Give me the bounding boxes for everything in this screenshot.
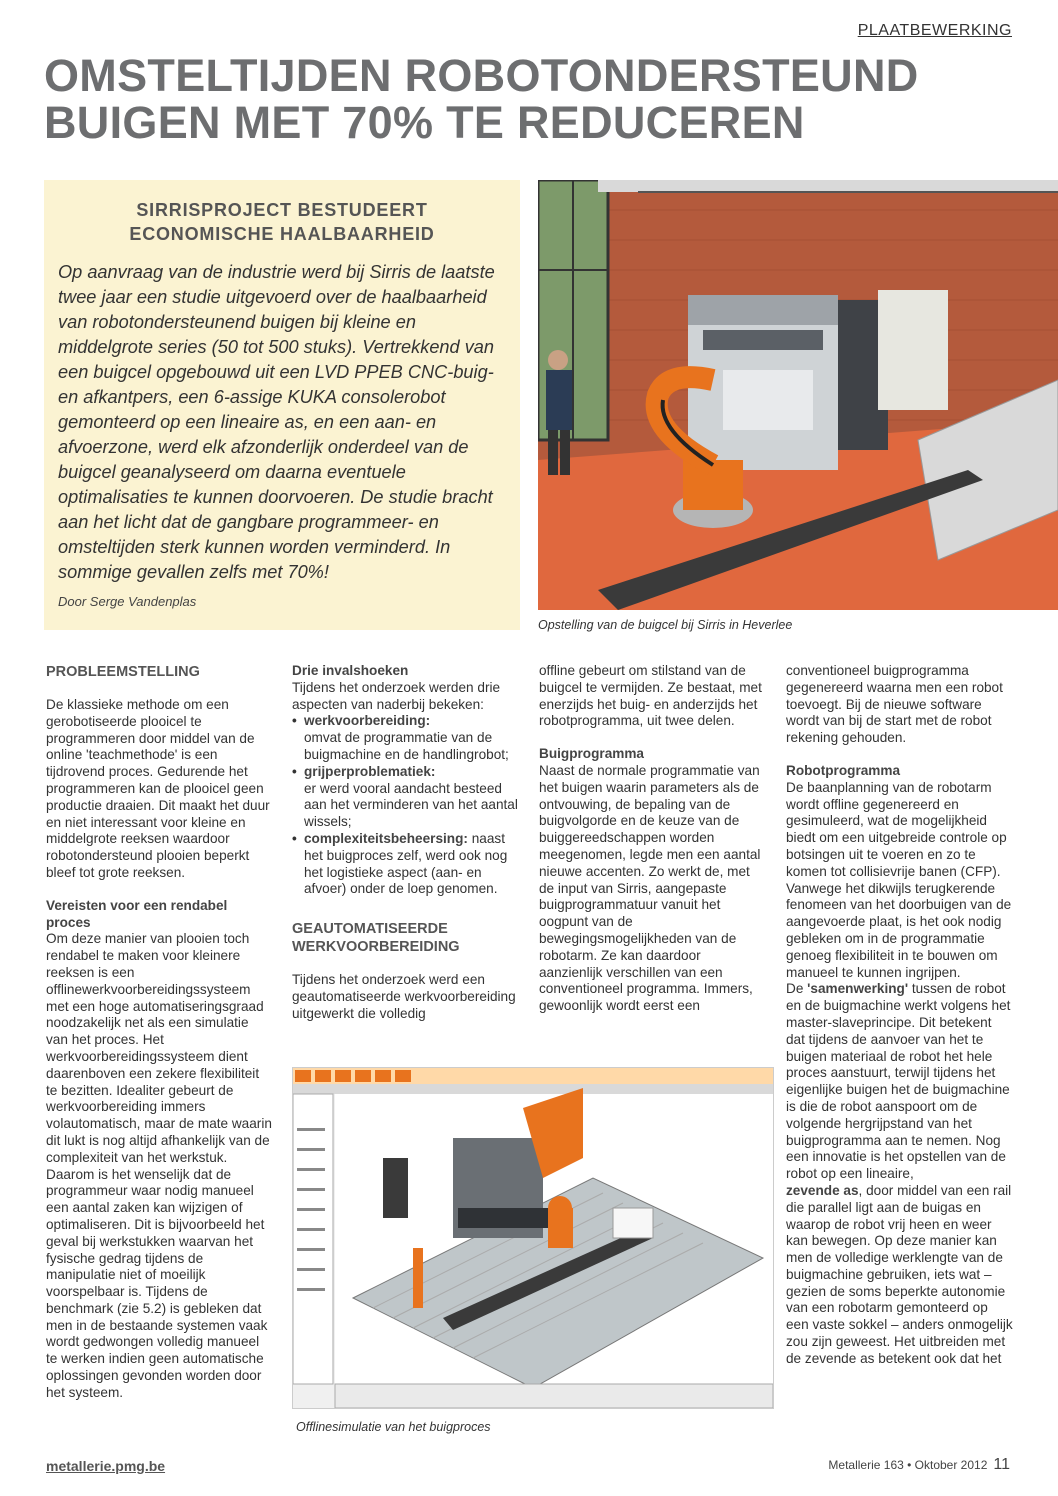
subheading-vereisten: Vereisten voor een rendabel proces bbox=[46, 897, 228, 930]
bullet-term: grijperproblematiek: bbox=[304, 763, 436, 779]
bullet-text: omvat de programmatie van de buigmachine en de handlingrobot; bbox=[304, 730, 509, 762]
col1-paragraph-1: De klassieke methode om een gerobotiseerde plooicel te programmeren door middel van de online 'teachmethode' is een tijdrovend proces. Gedurende het programmeren kan de plooicel geen productie draaien. Dit maakt het duur en niet interessant voor kleine en middelgrote reeksen waardoor robotondersteund plooien beperkt bleef tot grote reeksen. bbox=[46, 697, 270, 880]
intro-heading-line-2: ECONOMISCHE HAALBAARHEID bbox=[129, 224, 435, 244]
intro-heading-line-1: SIRRISPROJECT BESTUDEERT bbox=[136, 200, 428, 220]
simulation-illustration bbox=[293, 1068, 773, 1408]
col1-paragraph-2: Om deze manier van plooien toch rendabel te maken voor kleinere reeksen is een offlinewerkvoorbereidingssysteem met een hoge automatiseringsgraad noodzakelijk net als een simulatie van het proces. Het werkvoorbereidingssysteem dient daarenboven een zekere flexibiliteit te bezitten. Idealiter gebeurt de werkvoorbereiding immers volautomatisch, maar de mate waarin dit lukt is nog altijd afhankelijk van de complexiteit van het werkstuk. Daarom is het wenselijk dat de programmeur waar nodig manueel een aantal zaken kan wijzigen of optimaliseren. Dit is bijvoorbeeld het geval bij werkstukken waarvan het fysische gedrag tijdens de manipulatie niet of moeilijk voorspelbaar is. Tijdens de benchmark (zie 5.2) is gebleken dat men in de bestaande systemen vaak wordt gedwongen volledig manueel te werken indien geen automatische oplossingen gevonden worden door het systeem. bbox=[46, 931, 272, 1400]
column-3 bbox=[539, 663, 765, 1015]
byline: Door Serge Vandenplas bbox=[58, 594, 197, 609]
col2-intro: Tijdens het onderzoek werden drie aspecten van naderbij bekeken: bbox=[292, 679, 501, 712]
aspects-list bbox=[292, 713, 522, 898]
subheading-buigprogramma: Buigprogramma bbox=[539, 746, 644, 762]
col2-paragraph-1: Tijdens het onderzoek werd een geautomatiseerde werkvoorbereiding uitgewerkt die volledig bbox=[292, 972, 516, 1021]
bold-term-zevende-as: zevende as bbox=[786, 1182, 859, 1198]
section-label: PLAATBEWERKING bbox=[857, 22, 1012, 39]
bending-cell-illustration bbox=[538, 180, 1058, 610]
col3-paragraph-1: offline gebeurt om stilstand van de buigcel te vermijden. Ze bestaat, met enerzijds het buig- en anderzijds het robotprogramma, uit twee delen. bbox=[539, 663, 762, 729]
intro-text: Op aanvraag van de industrie werd bij Sirris de laatste twee jaar een studie uitgevoerd over de haalbaarheid van robotondersteunend buigen bij kleine en middelgrote series (50 tot 500 stuks). Vertrekkend van een buigcel opgebouwd uit een LVD PPEB CNC-buig- en afkantpers, een 6-assige KUKA consolerobot gemonteerd op een lineaire as, en een aan- en afvoerzone, werd elk afzonderlijk onderdeel van de buigcel geanalyseerd om daarna eventuele optimalisaties te kunnen doorvoeren. De studie bracht aan het licht dat de gangbare programmeer- en omsteltijden sterk kunnen worden verminderd. In sommige gevallen zelfs met 70%! bbox=[58, 262, 495, 582]
website-link[interactable]: metallerie.pmg.be bbox=[46, 1458, 166, 1474]
intro-heading bbox=[44, 198, 520, 246]
list-item bbox=[292, 764, 522, 831]
column-4 bbox=[786, 663, 1014, 1368]
intro-box bbox=[44, 180, 520, 630]
simulation-screenshot bbox=[292, 1067, 774, 1409]
page-number: 11 bbox=[993, 1456, 1010, 1473]
col3-paragraph-2: Naast de normale programmatie van het buigen waarin parameters als de ontvouwing, de bepaling van de buigvolgorde en de keuze van de buiggereedschappen worden meegenomen, legde men een aantal nieuwe accenten. Zo werkt de, met de input van Sirris, aangepaste buigprogrammatuur vanuit het oogpunt van de bewegingsmogelijkheden van de robotarm. Ze kan daardoor aanzienlijk verschillen van een conventioneel programma. Immers, gewoonlijk wordt eerst een bbox=[539, 762, 761, 1014]
col4-paragraph-2: De baanplanning van de robotarm wordt offline gegenereerd en gesimuleerd, wat de mogelijkheid biedt om een uitgebreide controle op botsingen uit te voeren en zo te komen tot collisievrije banen (CFP). Vanwege het dikwijls terugkerende fenomeen van het doorbuigen van de aangevoerde plaat, is het ook nodig gebleken om in de programmatie genoeg flexibiliteit in te bouwen om manueel te kunnen ingrijpen. bbox=[786, 779, 1012, 980]
text-fragment: De bbox=[786, 981, 808, 997]
title-line-2: BUIGEN MET 70% TE REDUCEREN bbox=[44, 97, 805, 148]
subheading-robotprogramma: Robotprogramma bbox=[786, 762, 901, 778]
photo-caption: Opstelling van de buigcel bij Sirris in Heverlee bbox=[538, 618, 793, 632]
list-item bbox=[292, 713, 522, 763]
column-1 bbox=[46, 663, 274, 1402]
title-line-1: OMSTELTIJDEN ROBOTONDERSTEUND bbox=[44, 50, 919, 101]
column-2 bbox=[292, 663, 522, 1023]
subheading-invalshoeken: Drie invalshoeken bbox=[292, 663, 409, 678]
issue-label: Metallerie 163 • Oktober 2012 bbox=[828, 1458, 988, 1472]
heading-werkvoorbereiding: GEAUTOMATISEERDE WERKVOORBEREIDING bbox=[292, 921, 460, 956]
col4-paragraph-1: conventioneel buigprogramma gegenereerd waarna men een robot toevoegt. Bij de nieuwe software wordt van bij de start met de robot rekening gehouden. bbox=[786, 663, 1003, 746]
bullet-text: naast het buigproces zelf, werd ook nog het logistieke aspect (aan- en afvoer) onder de loep genomen. bbox=[304, 830, 508, 897]
list-item bbox=[292, 831, 522, 898]
heading-probleemstelling: PROBLEEMSTELLING bbox=[46, 664, 200, 680]
footer-issue bbox=[828, 1456, 1010, 1474]
bold-term-samenwerking: 'samenwerking' bbox=[807, 981, 909, 997]
text-fragment: , door middel van een rail die parallel ligt aan de buigas en waarop de robot vrij heen en weer kan bewegen. Op deze manier kan men de volledige werklengte van de buigmachine gebruiken, iets wat – gezien de soms beperkte autonomie van een robotarm gemonteerd op een vaste sokkel – anders onmogelijk zou zijn geweest. Het uitbreiden met de zevende as betekent ook dat het bbox=[786, 1182, 1013, 1366]
bullet-term: werkvoorbereiding: bbox=[304, 713, 431, 729]
bullet-text: er werd vooral aandacht besteed aan het verminderen van het aantal wissels; bbox=[304, 780, 518, 830]
bending-cell-photo bbox=[538, 180, 1058, 610]
col4-paragraph-3 bbox=[786, 981, 1014, 1367]
text-fragment: tussen de robot en de buigmachine werkt volgens het master-slaveprincipe. Dit betekent dat tijdens de aanvoer van het te buigen materiaal de robot het hele proces aanstuurt, terwijl tijdens het eigenlijke buigen het de buigmachine is die de robot aanspoort om de volgende hergrijpstand van het buigprogramma aan te nemen. Nog een innovatie is het opstellen van de robot op een lineaire, bbox=[786, 981, 1011, 1182]
bullet-term: complexiteitsbeheersing: bbox=[304, 830, 468, 846]
screenshot-caption: Offlinesimulatie van het buigproces bbox=[296, 1420, 491, 1434]
article-title bbox=[44, 52, 1024, 146]
